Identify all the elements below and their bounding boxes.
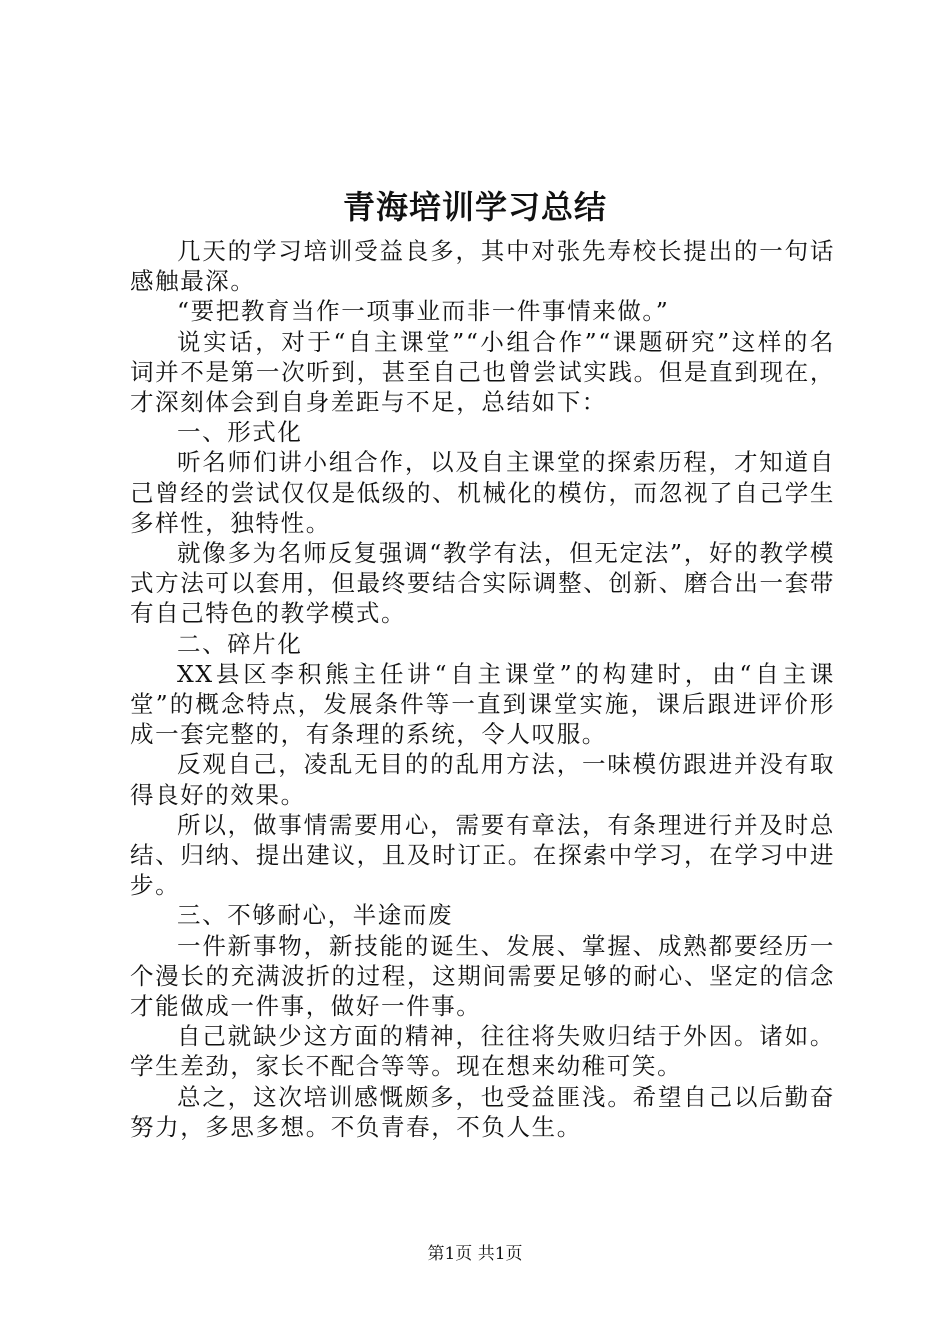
paragraph: 听名师们讲小组合作，以及自主课堂的探索历程，才知道自己曾经的尝试仅仅是低级的、机械化的模仿，而忽视了自己学生多样性，独特性。 bbox=[130, 448, 835, 537]
paragraph: 说实话，对于“自主课堂”“小组合作”“课题研究”这样的名词并不是第一次听到，甚至自己也曾尝试实践。但是直到现在，才深刻体会到自身差距与不足，总结如下： bbox=[130, 327, 835, 417]
document-body bbox=[130, 236, 835, 1142]
paragraph: 一件新事物，新技能的诞生、发展、掌握、成熟都要经历一个漫长的充满波折的过程，这期间需要足够的耐心、坚定的信念才能做成一件事，做好一件事。 bbox=[130, 931, 835, 1021]
paragraph: XX县区李积熊主任讲“自主课堂”的构建时，由“自主课堂”的概念特点，发展条件等一直到课堂实施，课后跟进评价形成一套完整的，有条理的系统，令人叹服。 bbox=[130, 659, 835, 749]
page-number-footer: 第1页 共1页 bbox=[427, 1244, 523, 1264]
paragraph: 反观自己，凌乱无目的的乱用方法，一味模仿跟进并没有取得良好的效果。 bbox=[130, 750, 835, 809]
section-heading: 三、不够耐心，半途而废 bbox=[177, 901, 454, 930]
paragraph: 就像多为名师反复强调“教学有法，但无定法”，好的教学模式方法可以套用，但最终要结合实际调整、创新、磨合出一套带有自己特色的教学模式。 bbox=[130, 539, 835, 628]
paragraph: 几天的学习培训受益良多，其中对张先寿校长提出的一句话感触最深。 bbox=[130, 237, 835, 296]
section-heading: 二、碎片化 bbox=[177, 629, 303, 658]
quote-paragraph: “要把教育当作一项事业而非一件事情来做。” bbox=[177, 297, 670, 326]
document-title: 青海培训学习总结 bbox=[342, 188, 607, 226]
paragraph: 所以，做事情需要用心，需要有章法，有条理进行并及时总结、归纳、提出建议，且及时订正。在探索中学习，在学习中进步。 bbox=[130, 810, 835, 900]
section-heading: 一、形式化 bbox=[177, 418, 303, 447]
paragraph: 总之，这次培训感慨颇多，也受益匪浅。希望自己以后勤奋努力，多思多想。不负青春，不负人生。 bbox=[130, 1082, 835, 1141]
paragraph: 自己就缺少这方面的精神，往往将失败归结于外因。诸如。学生差劲，家长不配合等等。现在想来幼稚可笑。 bbox=[130, 1022, 835, 1081]
